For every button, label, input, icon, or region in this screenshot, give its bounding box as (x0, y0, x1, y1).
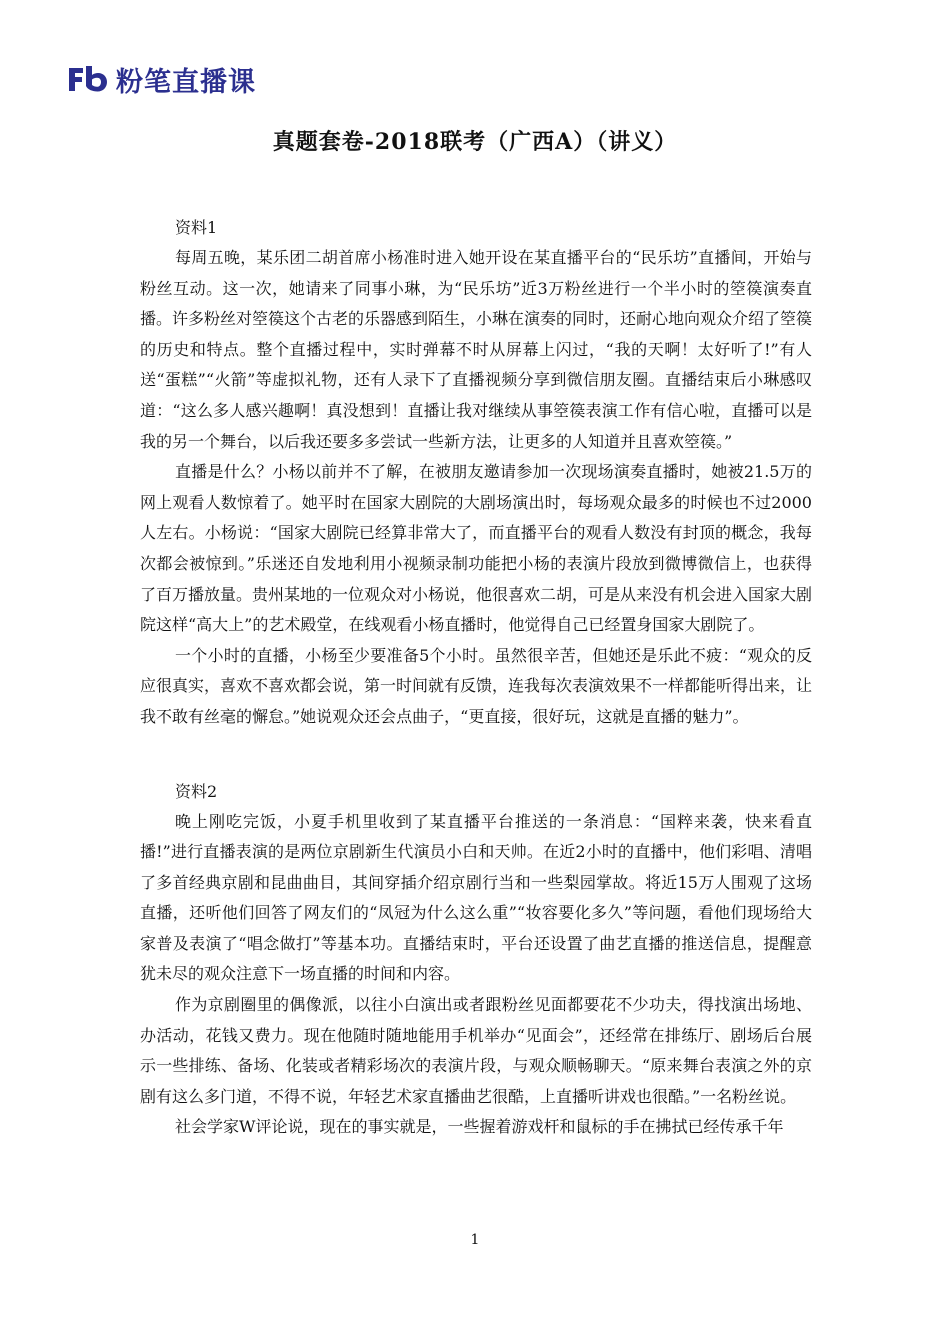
section-material-1 (140, 213, 812, 733)
section-material-2 (140, 777, 812, 1144)
brand-logo (66, 62, 256, 96)
document-title: 真题套卷-2018联考（广西A）（讲义） (272, 129, 678, 155)
paragraph: 晚上刚吃完饭，小夏手机里收到了某直播平台推送的一条消息：“国粹来袭，快来看直播!”进行直播表演的是两位京剧新生代演员小白和天帅。在近2小时的直播中，他们彩唱、清唱了多首经典京剧和昆曲曲目，其间穿插介绍京剧行当和一些梨园掌故。将近15万人围观了这场直播，还听他们回答了网友们的“凤冠为什么这么重”“妆容要化多久”等问题，看他们现场给大家普及表演了“唱念做打”等基本功。直播结束时，平台还设置了曲艺直播的推送信息，提醒意犹未尽的观众注意下一场直播的时间和内容。 (140, 811, 812, 984)
paragraph: 社会学家W评论说，现在的事实就是，一些握着游戏杆和鼠标的手在拂拭已经传承千年 (175, 1117, 784, 1137)
section-label: 资料2 (175, 781, 218, 801)
section-label: 资料1 (175, 218, 218, 237)
paragraph: 直播是什么？小杨以前并不了解，在被朋友邀请参加一次现场演奏直播时，她被21.5万的网上观看人数惊着了。她平时在国家大剧院的大剧场演出时，每场观众最多的时候也不过2000人左右。小杨说：“国家大剧院已经算非常大了，而直播平台的观看人数没有封顶的概念，我每次都会被惊到。”乐迷还自发地利用小视频录制功能把小杨的表演片段放到微博微信上，也获得了百万播放量。贵州某地的一位观众对小杨说，他很喜欢二胡，可是从来没有机会进入国家大剧院这样“高大上”的艺术殿堂，在线观看小杨直播时，他觉得自己已经置身国家大剧院了。 (140, 462, 813, 635)
section-spacer (140, 733, 812, 777)
paragraph: 一个小时的直播，小杨至少要准备5个小时。虽然很辛苦，但她还是乐此不疲：“观众的反应很真实，喜欢不喜欢都会说，第一时间就有反馈，连我每次表演效果不一样都能听得出来，让我不敢有丝毫的懈怠。”她说观众还会点曲子，“更直接，很好玩，这就是直播的魅力”。 (140, 645, 813, 726)
logo-text: 粉笔直播课 (116, 66, 256, 98)
paragraph: 每周五晚，某乐团二胡首席小杨准时进入她开设在某直播平台的“民乐坊”直播间，开始与粉丝互动。这一次，她请来了同事小琳，为“民乐坊”近3万粉丝进行一个半小时的箜篌演奏直播。许多粉丝对箜篌这个古老的乐器感到陌生，小琳在演奏的同时，还耐心地向观众介绍了箜篌的历史和特点。整个直播过程中，实时弹幕不时从屏幕上闪过，“我的天啊！太好听了!”有人送“蛋糕”“火箭”等虚拟礼物，还有人录下了直播视频分享到微信朋友圈。直播结束后小琳感叹道：“这么多人感兴趣啊！真没想到！直播让我对继续从事箜篌表演工作有信心啦，直播可以是我的另一个舞台，以后我还要多多尝试一些新方法，让更多的人知道并且喜欢箜篌。” (140, 248, 813, 451)
page-number: 1 (470, 1232, 480, 1248)
fb-logo-icon (66, 64, 110, 94)
paragraph: 作为京剧圈里的偶像派，以往小白演出或者跟粉丝见面都要花不少功夫，得找演出场地、办活动，花钱又费力。现在他随时随地能用手机举办“见面会”，还经常在排练厅、剧场后台展示一些排练、备场、化装或者精彩场次的表演片段，与观众顺畅聊天。“原来舞台表演之外的京剧有这么多门道，不得不说，年轻艺术家直播曲艺很酷，上直播听讲戏也很酷。”一名粉丝说。 (140, 995, 812, 1106)
document-body (140, 213, 812, 1143)
